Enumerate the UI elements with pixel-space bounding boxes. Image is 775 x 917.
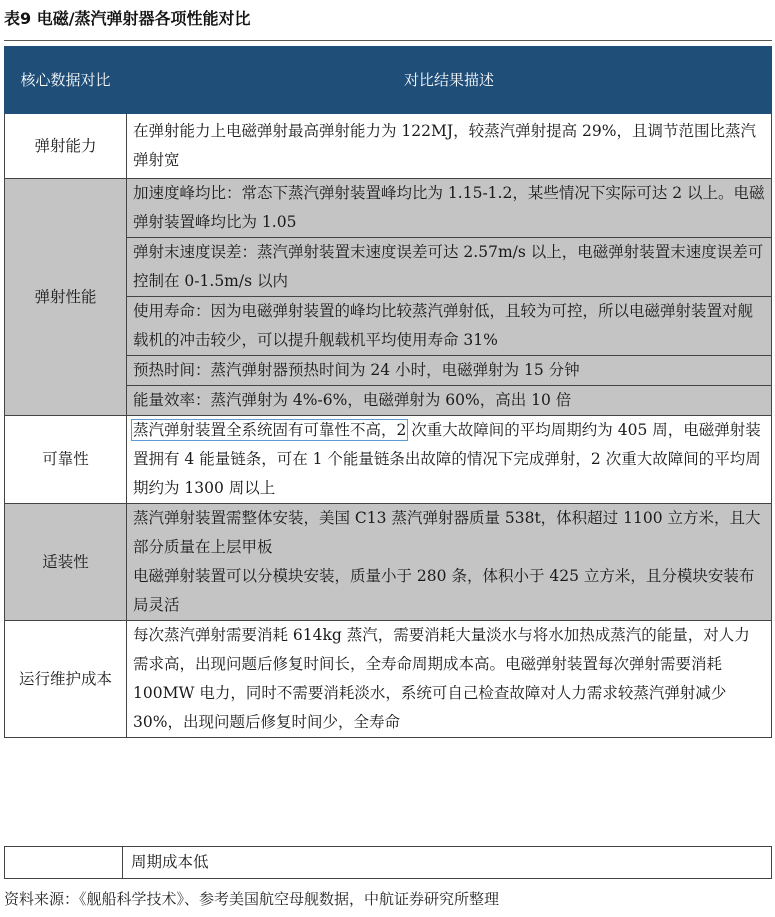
description-cell: 预热时间：蒸汽弹射器预热时间为 24 小时，电磁弹射为 15 分钟 (127, 356, 772, 386)
table-header-row (5, 47, 772, 114)
selected-text[interactable]: 蒸汽弹射装置全系统固有可靠性不高，2 (133, 421, 407, 439)
category-cell: 运行维护成本 (5, 621, 127, 738)
table-row (5, 416, 772, 504)
description-cell: 每次蒸汽弹射需要消耗 614kg 蒸汽，需要消耗大量淡水与将水加热成蒸汽的能量，对人力需求高，出现问题后修复时间长，全寿命周期成本高。电磁弹射装置每次弹射需要消耗 100MW 电力，同时不需要消耗淡水，系统可自己检查故障对人力需求较蒸汽弹射减少 30%，出现问题后修复时间少，全寿命 (127, 621, 772, 738)
table-row (5, 847, 772, 879)
description-cell: 使用寿命：因为电磁弹射装置的峰均比较蒸汽弹射低，且较为可控，所以电磁弹射装置对舰载机的冲击较少，可以提升舰载机平均使用寿命 31% (127, 297, 772, 356)
table-row (5, 621, 772, 738)
table-row (5, 504, 772, 621)
category-cell: 弹射性能 (5, 179, 127, 416)
description-text: 蒸汽弹射装置需整体安装，美国 C13 蒸汽弹射器质量 538t，体积超过 1100 立方米，且大部分质量在上层甲板 (133, 509, 761, 556)
category-cell (5, 847, 123, 879)
description-text: 次重大故障间的平均周期约为 405 周，电磁弹射装置拥有 4 能量链条，可在 1 个能量链条出故障的情况下完成弹射，2 次重大故障间的平均周期约为 1300 周以上 (133, 421, 761, 497)
description-cell: 在弹射能力上电磁弹射最高弹射能力为 122MJ，较蒸汽弹射提高 29%，且调节范围比蒸汽弹射宽 (127, 114, 772, 179)
description-cell: 加速度峰均比：常态下蒸汽弹射装置峰均比为 1.15-1.2，某些情况下实际可达 2 以上。电磁弹射装置峰均比为 1.05 (127, 179, 772, 238)
category-cell: 弹射能力 (5, 114, 127, 179)
table-row (5, 114, 772, 179)
description-cell: 弹射末速度误差：蒸汽弹射装置末速度误差可达 2.57m/s 以上，电磁弹射装置末速度误差可控制在 0-1.5m/s 以内 (127, 238, 772, 297)
category-cell: 适装性 (5, 504, 127, 621)
source-note: 资料来源：《舰船科学技术》、参考美国航空母舰数据，中航证券研究所整理 (4, 890, 500, 908)
description-text: 电磁弹射装置可以分模块安装，质量小于 280 条，体积小于 425 立方米，且分模块安装布局灵活 (133, 567, 755, 614)
table-title: 表9 电磁/蒸汽弹射器各项性能对比 (4, 9, 251, 28)
title-rule (4, 40, 772, 41)
category-cell: 可靠性 (5, 416, 127, 504)
comparison-table (4, 46, 772, 738)
table-row (5, 179, 772, 238)
description-cell (127, 416, 772, 504)
description-cell (127, 504, 772, 621)
header-description: 对比结果描述 (127, 47, 772, 114)
continuation-table (4, 846, 772, 879)
description-cell: 周期成本低 (123, 847, 772, 879)
description-cell: 能量效率：蒸汽弹射为 4%-6%，电磁弹射为 60%，高出 10 倍 (127, 386, 772, 416)
header-core-data: 核心数据对比 (5, 47, 127, 114)
